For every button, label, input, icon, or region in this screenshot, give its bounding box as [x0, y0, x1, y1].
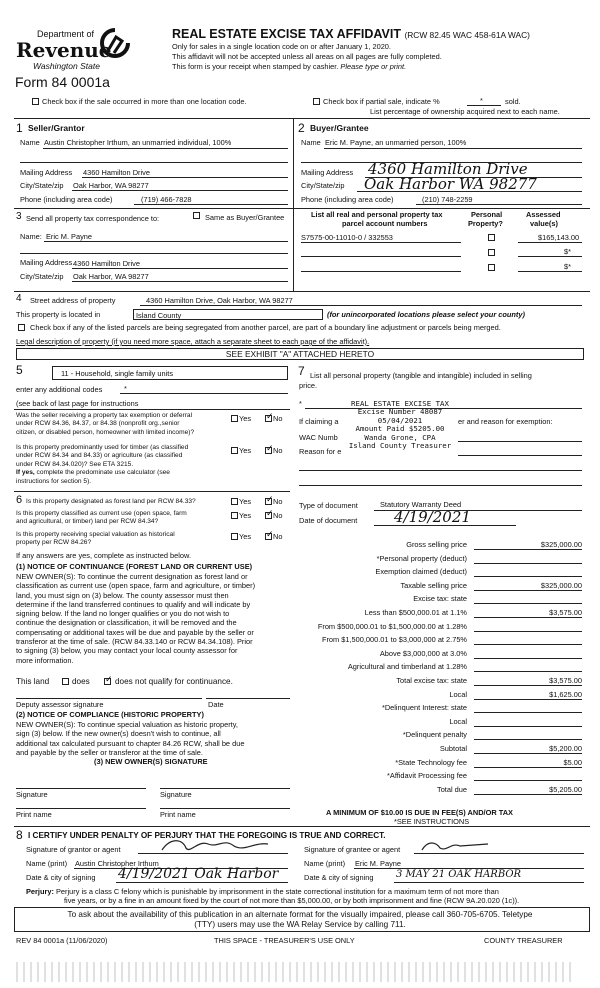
forest-yes-checkbox[interactable]: [231, 498, 238, 505]
header-line-3: [172, 62, 406, 71]
q2-note: complete the predominate use calculator (see: [36, 469, 170, 477]
section-divider: [14, 208, 590, 209]
owner-print-label-2: Print name: [160, 810, 196, 819]
tax-row-label: From $1,500,000.01 to $3,000,000 at 2.75%: [321, 635, 467, 645]
parcel-row-1[interactable]: S7575-00-11010-0 / 332553: [301, 233, 393, 242]
tax-row-label: *Affidavit Processing fee: [387, 771, 467, 781]
q1-yes-label: Yes: [239, 414, 252, 423]
additional-codes-value[interactable]: *: [124, 384, 127, 393]
hist-line: property per RCW 84.26?: [16, 539, 92, 547]
tax-row-label: *Delinquent Interest: state: [381, 703, 467, 713]
stamp-line: Island County Treasurer: [348, 441, 452, 451]
buyer-city-field[interactable]: Oak Harbor WA 98277: [364, 175, 537, 193]
street-label: Street address of property: [30, 296, 116, 305]
tax-row-line: [474, 726, 582, 727]
seller-city-label: City/State/zip: [20, 181, 64, 190]
seller-mail-line: [82, 177, 288, 178]
owner-print-label-1: Print name: [16, 810, 52, 819]
parcel-line-1: [301, 242, 461, 243]
land-does-label: does: [72, 677, 90, 686]
deputy-signature-line[interactable]: [16, 698, 202, 699]
continuance-line: compensating or additional taxes will be due and payable by the seller or: [16, 627, 254, 637]
corr-city-field[interactable]: Oak Harbor, WA 98277: [73, 272, 149, 281]
section-divider: [14, 291, 590, 292]
personal-property-checkbox-3[interactable]: [488, 264, 495, 271]
q1-line: Was the seller receiving a property tax exemption or deferral: [16, 412, 193, 419]
perjury-text: Perjury is a class C felony which is punishable by imprisonment in the state correctional institution for a maximum term of not more than: [56, 887, 499, 896]
deputy-label: Deputy assessor signature: [16, 700, 104, 709]
seller-mail-field[interactable]: 4360 Hamilton Drive: [83, 168, 150, 177]
buyer-phone-line: [416, 204, 582, 205]
land-use-value: 11 - Household, single family units: [61, 369, 174, 378]
minimum-note: A MINIMUM OF $10.00 IS DUE IN FEE(S) AND/OR TAX: [326, 808, 513, 817]
form-title-ref: (RCW 82.45 WAC 458-61A WAC): [404, 30, 530, 40]
continuance-line: continue the designation or classification, it will be removed and the: [16, 618, 237, 628]
q2-line: under RCW 84.34.020)? See ETA 3215.: [16, 460, 134, 468]
perjury-notice-2: five years, or by a fine in an amount fixed by the court of not more than $5,000.00, or by both imprisonment and fine (RCW 9A.20.020 (1c)).: [64, 896, 520, 905]
doc-type-field[interactable]: Statutory Warranty Deed: [380, 500, 462, 509]
same-as-buyer-label: Same as Buyer/Grantee: [205, 213, 285, 222]
q2-yes-checkbox[interactable]: [231, 447, 238, 454]
continuance-title: (1) NOTICE OF CONTINUANCE (FOREST LAND OR CURRENT USE): [16, 562, 253, 571]
compliance-line: sign (3) below. If the new owner(s) doesn't wish to continue, all: [16, 729, 221, 739]
tax-row-value[interactable]: $3,575.00: [549, 608, 582, 617]
partial-percent-star: *: [480, 96, 483, 105]
owner-sig-line-1[interactable]: [16, 788, 146, 789]
assessed-line-2: [518, 256, 582, 257]
tax-row-label: From $500,000.01 to $1,500,000.00 at 1.28%: [317, 621, 467, 631]
treasurer-stamp: [344, 400, 456, 450]
timber-question: [16, 444, 188, 486]
compliance-line: NEW OWNER(S): To continue special valuation as historic property,: [16, 720, 238, 729]
header-line-3-text: This form is your receipt when stamped by cashier.: [172, 62, 339, 71]
q2-line: Is this property predominantly used for timber (as classified: [16, 444, 189, 451]
corr-city-label: City/State/zip: [20, 272, 64, 281]
tax-row-value[interactable]: $325,000.00: [540, 540, 582, 549]
perjury-bold: Perjury:: [26, 887, 54, 896]
cu-no-label: No: [273, 511, 283, 520]
grantee-sig-label: Signature of grantee or agent: [304, 845, 401, 854]
header-line-3-italic: Please type or print.: [340, 62, 407, 71]
hist-yes-label: Yes: [239, 532, 252, 541]
corr-name-line-2: [20, 253, 288, 254]
tax-row-line: [474, 712, 582, 713]
check-mark-icon: ✓: [266, 411, 274, 421]
check-mark-icon: ✓: [266, 529, 274, 539]
historic-question: [16, 531, 175, 548]
see-back-note: (see back of last page for instructions: [16, 399, 139, 408]
reason-line[interactable]: [458, 455, 582, 456]
owner-signature-label-1: Signature: [16, 790, 48, 799]
assessed-value-1[interactable]: $165,143.00: [538, 233, 580, 242]
owner-sig-line-2[interactable]: [160, 788, 290, 789]
assessed-value-2[interactable]: $*: [564, 247, 571, 256]
tax-row-line: [474, 549, 582, 550]
tax-row-label: Local: [449, 689, 467, 699]
grantee-name-label: Name (print): [304, 859, 346, 868]
continuance-line: to signing (3) below, you may contact your local county assessor for: [16, 646, 238, 656]
compliance-title: (2) NOTICE OF COMPLIANCE (HISTORIC PROPERTY): [16, 710, 204, 719]
parcel-header-2: parcel account numbers: [342, 219, 428, 228]
check-mark-icon: ✓: [266, 443, 274, 453]
buyer-city-label: City/State/zip: [301, 181, 345, 190]
section7-number: 7: [298, 364, 305, 378]
new-owner-signature-title: (3) NEW OWNER(S) SIGNATURE: [94, 757, 208, 766]
state-label: Washington State: [33, 61, 100, 71]
located-label: This property is located in: [16, 310, 101, 319]
wac-line[interactable]: [458, 441, 582, 442]
forest-no-label: No: [273, 497, 283, 506]
q2-note-end: instructions for section 5).: [16, 477, 92, 485]
grantor-signature-scribble: [160, 836, 270, 854]
tax-row-label: Subtotal: [439, 744, 467, 753]
q2-no-checkbox-checked[interactable]: [265, 443, 274, 454]
form-title: [172, 27, 530, 41]
reason-label: Reason for e: [299, 447, 342, 456]
compliance-line: additional tax calculated pursuant to chapter 84.26 RCW, shall be due: [16, 738, 245, 748]
partial-sale-label: Check box if partial sale, indicate %: [323, 97, 440, 106]
seller-phone-label: Phone (including area code): [20, 195, 113, 204]
continuance-line: signing below. If the land no longer qualifies or you do not wish to: [16, 609, 230, 619]
assessed-header-2: value(s): [530, 219, 558, 228]
this-land-label: This land: [16, 677, 50, 686]
seller-mail-label: Mailing Address: [20, 168, 73, 177]
personal-property-checkbox-2[interactable]: [488, 249, 495, 256]
tax-row-label: Agricultural and timberland at 1.28%: [347, 662, 467, 672]
current-use-question: [16, 510, 187, 527]
tax-row-line: [474, 794, 582, 795]
doc-date-line: [374, 525, 516, 526]
doc-type-label: Type of document: [299, 501, 358, 510]
seller-section-number: 1: [16, 121, 23, 135]
scan-noise-texture: [16, 962, 576, 982]
personal-header-2: Property?: [468, 219, 503, 228]
county-value: Island County: [136, 311, 182, 320]
tax-row-line: [474, 780, 582, 781]
tax-row-label: Excise tax: state: [413, 594, 467, 604]
grantor-date-field[interactable]: 4/19/2021 Oak Harbor: [118, 866, 279, 882]
q1-line: under RCW 84.36, 84.37, or 84.38 (nonprofit org.,senior: [16, 420, 180, 428]
reason-line-3[interactable]: [299, 485, 582, 486]
grantor-date-line: [116, 882, 288, 883]
seller-phone-field[interactable]: (719) 466-7828: [141, 195, 192, 204]
corr-mail-label: Mailing Address: [20, 258, 73, 267]
buyer-section-number: 2: [298, 121, 305, 135]
buyer-name-line: [324, 148, 582, 149]
check-mark-icon: ✓: [266, 508, 274, 518]
claiming-label: If claiming a: [299, 417, 339, 426]
grantor-sig-label: Signature of grantor or agent: [26, 845, 121, 854]
seller-name-line-2: [20, 162, 288, 163]
multi-location-checkbox[interactable]: [32, 98, 39, 105]
deputy-date-line[interactable]: [206, 698, 290, 699]
land-does-not-checkbox-checked[interactable]: [104, 674, 113, 685]
parcel-header: List all real and personal property tax: [311, 210, 443, 219]
owner-print-line-2[interactable]: [160, 808, 290, 809]
legal-description[interactable]: SEE EXHIBIT "A" ATTACHED HERETO: [16, 348, 584, 360]
buyer-phone-field[interactable]: (210) 748-2259: [422, 195, 473, 204]
tax-row-value[interactable]: $5,200.00: [549, 744, 582, 753]
continuance-line: more information.: [16, 655, 74, 665]
corr-mail-field[interactable]: 4360 Hamilton Drive: [73, 259, 140, 268]
tax-row-line: [474, 576, 582, 577]
buyer-mail-field[interactable]: 4360 Hamilton Drive: [368, 160, 528, 178]
buyer-name-label: Name: [301, 138, 321, 147]
grantee-signature-scribble: [420, 838, 490, 854]
county-select[interactable]: [133, 309, 323, 320]
header-line-2: This affidavit will not be accepted unless all areas on all pages are fully completed.: [172, 52, 442, 61]
header-line-1: Only for sales in a single location code on or after January 1, 2020.: [172, 42, 391, 51]
reason-line-2[interactable]: [299, 470, 582, 471]
tax-row-line: [474, 739, 582, 740]
tax-row-label: Total due: [437, 784, 467, 794]
tax-row-value[interactable]: $3,575.00: [549, 676, 582, 685]
claiming-label-end: er and reason for exemption:: [458, 417, 553, 426]
perjury-notice: [26, 887, 499, 896]
grantee-date-field[interactable]: 3 MAY 21 OAK HARBOR: [396, 869, 522, 880]
seller-heading: Seller/Grantor: [28, 123, 85, 133]
corr-name-line: [44, 241, 288, 242]
check-mark-icon: ✓: [105, 674, 113, 684]
stamp-line: REAL ESTATE EXCISE TAX: [351, 399, 449, 408]
street-field[interactable]: 4360 Hamilton Drive, Oak Harbor, WA 98277: [146, 296, 293, 305]
tax-row-line: [474, 603, 582, 604]
grantee-date-label: Date & city of signing: [304, 873, 374, 882]
dept-label: Department of: [37, 29, 95, 39]
form-title-text: REAL ESTATE EXCISE TAX AFFIDAVIT: [172, 27, 401, 41]
tax-row-line: [474, 685, 582, 686]
tax-row-line: [474, 563, 582, 564]
section-divider: [14, 118, 590, 119]
grantee-date-line: [394, 882, 584, 883]
grantor-name-label: Name (print): [26, 859, 68, 868]
stamp-line: Wanda Grone, CPA: [364, 432, 436, 442]
hist-yes-checkbox[interactable]: [231, 533, 238, 540]
q1-line: citizen, or disabled person, homeowner with limited income)?: [16, 428, 195, 436]
assessed-value-3[interactable]: $*: [564, 262, 571, 271]
buyer-phone-label: Phone (including area code): [301, 195, 394, 204]
corr-name-label: Name:: [20, 232, 42, 241]
doc-date-field[interactable]: 4/19/2021: [394, 508, 471, 526]
continuance-line: determine if the land transferred continues to qualify and will indicate by: [16, 599, 251, 609]
cu-line: Is this property classified as current use (open space, farm: [16, 510, 187, 517]
wac-label: WAC Numb: [299, 433, 338, 442]
continuance-line: NEW OWNER(S): To continue the current designation as forest land or: [16, 572, 248, 581]
check-mark-icon: ✓: [266, 494, 274, 504]
section7-text: List all personal property (tangible and intangible) included in selling: [310, 371, 532, 380]
tax-row-label: *Delinquent penalty: [402, 730, 467, 740]
tax-row-line: [474, 644, 582, 645]
assessed-line-1: [518, 242, 582, 243]
owner-signature-label-2: Signature: [160, 790, 192, 799]
additional-codes-label: enter any additional codes: [16, 385, 103, 394]
buyer-heading: Buyer/Grantee: [310, 123, 369, 133]
stamp-line: Excise Number 48087: [357, 407, 443, 417]
continuance-text: [16, 572, 255, 665]
assessed-header: Assessed: [526, 210, 561, 219]
tax-row-label: Exemption claimed (deduct): [375, 567, 467, 577]
partial-percent-line[interactable]: [467, 105, 501, 106]
parcel-line-2: [301, 256, 461, 257]
tax-row-line: [474, 617, 582, 618]
segregated-label: Check box if any of the listed parcels are being segregated from another parcel, are part of a boundary line adjustment or parcels being merged.: [30, 323, 501, 332]
land-does-checkbox[interactable]: [62, 678, 69, 685]
column-divider: [293, 118, 294, 292]
alt-format-line-2: (TTY) users may use the WA Relay Service by calling 711.: [194, 920, 406, 929]
tax-row-line: [474, 631, 582, 632]
correspondence-number: 3: [16, 211, 22, 222]
q1-no-checkbox-checked[interactable]: [265, 411, 274, 422]
seller-city-field[interactable]: Oak Harbor, WA 98277: [73, 181, 149, 190]
section8-number: 8: [16, 828, 23, 842]
stamp-line: 05/04/2021: [377, 415, 423, 425]
buyer-name-field[interactable]: Eric M. Payne, an unmarried person, 100%: [325, 138, 467, 147]
tax-row-label: Less than $500,000.01 at 1.1%: [364, 608, 467, 617]
land-use-select[interactable]: [52, 366, 288, 380]
unincorporated-note: (for unincorporated locations please select your county): [327, 310, 525, 319]
forest-no-checkbox-checked[interactable]: [265, 494, 274, 505]
section7-text-2: price.: [299, 381, 318, 390]
doc-date-label: Date of document: [299, 516, 358, 525]
buyer-city-line: [357, 191, 582, 192]
revenue-logo-icon: [100, 27, 130, 59]
tax-row-label: Above $3,000,000 at 3.0%: [379, 648, 467, 658]
forest-question: Is this property designated as forest land per RCW 84.33?: [26, 498, 196, 505]
tax-row-label: Local: [449, 716, 467, 726]
segregated-checkbox[interactable]: [18, 324, 25, 331]
q2-yes-label: Yes: [239, 446, 252, 455]
tax-row-label: *State Technology fee: [395, 757, 467, 767]
alt-format-line-1: To ask about the availability of this publication in an alternate format for the visually impaired, please call 360-705-6705. Teletype: [67, 910, 533, 919]
tax-row-line: [474, 767, 582, 768]
seller-name-label: Name: [20, 138, 40, 147]
footer-county-treasurer: COUNTY TREASURER: [484, 936, 563, 945]
corr-mail-line: [72, 268, 288, 269]
tax-row-value[interactable]: $1,625.00: [549, 689, 582, 699]
cu-yes-label: Yes: [239, 511, 252, 520]
q2-no-label: No: [273, 446, 283, 455]
footer-rev: REV 84 0001a (11/06/2020): [16, 936, 108, 945]
tax-row-label: Taxable selling price: [400, 580, 467, 590]
stamp-line: Amount Paid $5205.00: [355, 424, 445, 434]
deputy-date-label: Date: [208, 700, 224, 709]
compliance-line: and payable by the seller or transferor at the time of sale.: [16, 747, 203, 757]
revenue-logo-text: Revenue: [16, 38, 112, 62]
additional-codes-line: [120, 393, 288, 394]
section5-rule: [14, 409, 290, 410]
legal-label: Legal description of property (if you need more space, attach a separate sheet to each page of the affidavit).: [16, 337, 370, 346]
grantor-date-label: Date & city of signing: [26, 873, 96, 882]
q2-note-bold: If yes,: [16, 469, 35, 477]
grantee-name-field[interactable]: Eric M. Payne: [355, 859, 402, 868]
corr-name-field[interactable]: Eric M. Payne: [46, 232, 93, 241]
cu-line: and agricultural, or timber) land per RCW 84.34?: [16, 518, 159, 526]
partial-sale-sold: sold.: [505, 97, 521, 106]
compliance-text: [16, 720, 244, 757]
section-divider: [14, 826, 590, 827]
partial-sale-note: List percentage of ownership acquired next to each name.: [370, 107, 560, 116]
section6-intro: If any answers are yes, complete as instructed below.: [16, 551, 191, 560]
tax-row-value[interactable]: $5.00: [563, 757, 582, 767]
tax-row-label: Gross selling price: [406, 540, 467, 549]
tax-row-line: [474, 753, 582, 754]
owner-print-line-1[interactable]: [16, 808, 146, 809]
section5-number: 5: [16, 363, 23, 377]
hist-line: Is this property receiving special valuation as historical: [16, 531, 175, 538]
forest-yes-label: Yes: [239, 497, 252, 506]
exemption-question: [16, 412, 194, 437]
see-instructions: *SEE INSTRUCTIONS: [394, 817, 470, 826]
tax-row-line: [474, 671, 582, 672]
section6-rule: [14, 491, 290, 492]
corr-city-line: [72, 281, 288, 282]
same-as-buyer-checkbox[interactable]: [193, 212, 200, 219]
tax-row-label: Total excise tax: state: [396, 676, 467, 685]
form-number: Form 84 0001a: [15, 74, 110, 90]
hist-no-checkbox-checked[interactable]: [265, 529, 274, 540]
personal-property-star[interactable]: *: [299, 399, 302, 408]
assessed-line-3: [518, 271, 582, 272]
hist-no-label: No: [273, 532, 283, 541]
personal-header: Personal: [471, 210, 503, 219]
continuance-line: transferor at the time of sale. (RCW 84.33.140 or RCW 84.34.108). Prior: [16, 637, 253, 647]
seller-name-field[interactable]: Austin Christopher Irthum, an unmarried individual, 100%: [44, 138, 232, 147]
land-does-not-label: does not qualify for continuance.: [115, 677, 233, 686]
cu-no-checkbox-checked[interactable]: [265, 508, 274, 519]
cu-yes-checkbox[interactable]: [231, 512, 238, 519]
partial-sale-checkbox[interactable]: [313, 98, 320, 105]
seller-phone-line: [134, 204, 288, 205]
personal-property-checkbox-1[interactable]: [488, 234, 495, 241]
tax-row-line: [474, 699, 582, 700]
certify-statement: I CERTIFY UNDER PENALTY OF PERJURY THAT THE FOREGOING IS TRUE AND CORRECT.: [28, 831, 386, 840]
q2-line: under RCW 84.34 and 84.33) or agriculture (as classified: [16, 452, 183, 460]
parcel-line-3: [301, 271, 461, 272]
multi-location-label: Check box if the sale occurred in more than one location code.: [42, 97, 247, 106]
continuance-line: classification as current use (open space, farm and agriculture, or timber): [16, 581, 256, 591]
q1-yes-checkbox[interactable]: [231, 415, 238, 422]
tax-row-value[interactable]: $325,000.00: [540, 580, 582, 590]
buyer-mail-label: Mailing Address: [301, 168, 354, 177]
tax-row-line: [474, 658, 582, 659]
tax-row-line: [474, 590, 582, 591]
property-section-number: 4: [16, 293, 22, 304]
footer-treasurer-space: THIS SPACE - TREASURER'S USE ONLY: [214, 936, 355, 945]
seller-name-line: [43, 148, 288, 149]
street-line: [140, 305, 582, 306]
grantor-name-field[interactable]: Austin Christopher Irthum: [75, 859, 159, 868]
section6-number: 6: [16, 494, 23, 506]
seller-city-line: [72, 190, 288, 191]
q1-no-label: No: [273, 414, 283, 423]
continuance-line: land, you must sign on (3) below. The county assessor must then: [16, 590, 229, 600]
correspondence-label: Send all property tax correspondence to:: [26, 214, 160, 223]
tax-row-value[interactable]: $5,205.00: [549, 784, 582, 794]
tax-row-label: *Personal property (deduct): [376, 553, 467, 563]
